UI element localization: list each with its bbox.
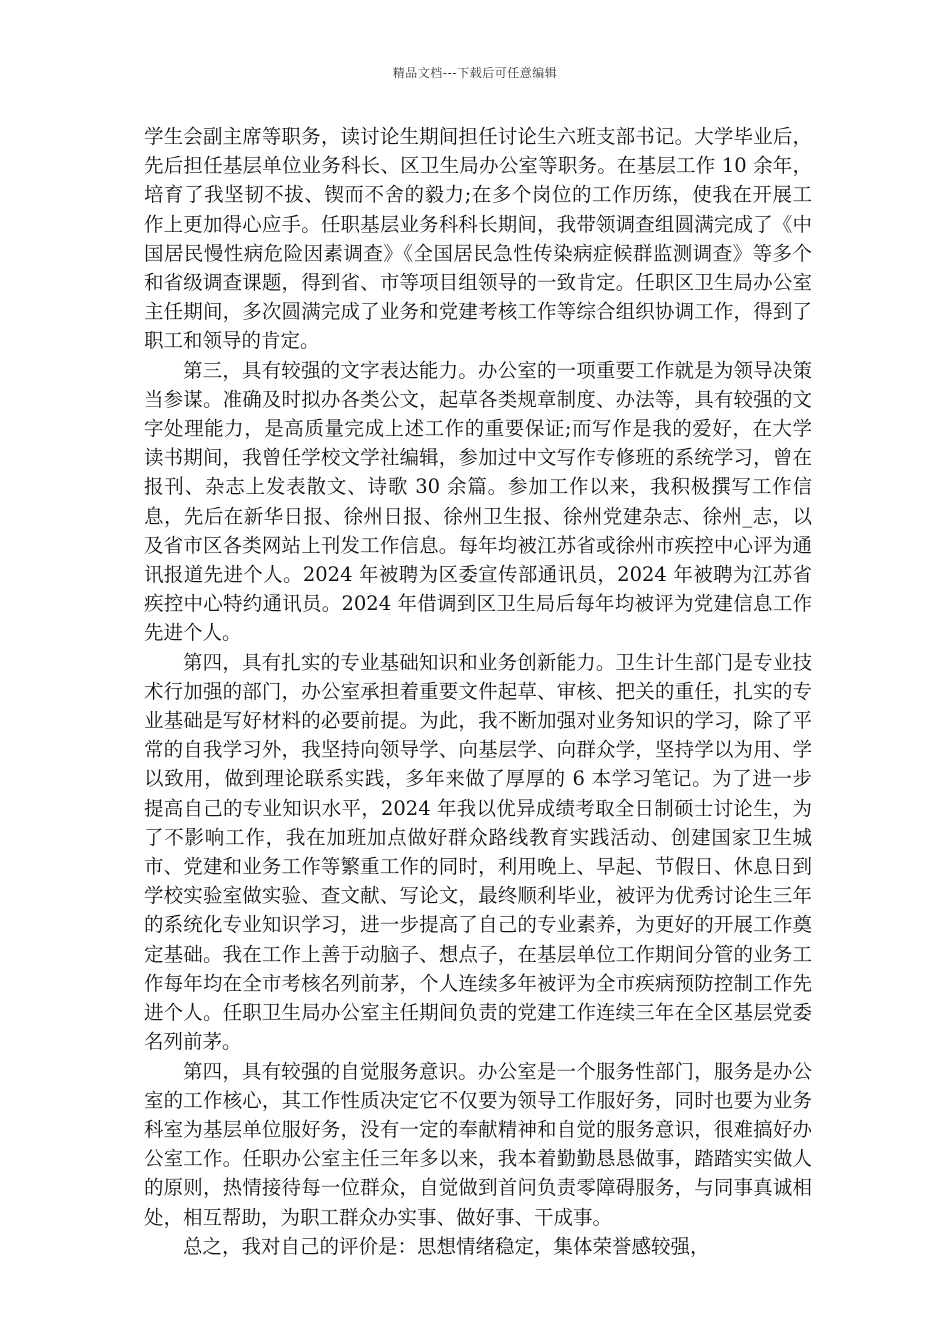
paragraph-education-experience: 学生会副主席等职务，读讨论生期间担任讨论生六班支部书记。大学毕业后，先后担任基层单位业务科长、区卫生局办公室等职务。在基层工作 10 余年，培育了我坚韧不拔、锲而不舍的毅力;在多个岗位的工作历练，使我在开展工作上更加得心应手。任职基层业务科科长期间，我带领调查组圆满完成了《中国居民慢性病危险因素调查》《全国居民急性传染病症候群监测调查》等多个和省级调查课题，得到省、市等项目组领导的一致肯定。任职区卫生局办公室主任期间，多次圆满完成了业务和党建考核工作等综合组织协调工作，得到了职工和领导的肯定。 (144, 125, 812, 353)
paragraph-service-awareness: 第四，具有较强的自觉服务意识。办公室是一个服务性部门，服务是办公室的工作核心，其工作性质决定它不仅要为领导工作服好务，同时也要为业务科室为基层单位服好务，没有一定的奉献精神和自觉的服务意识，很难搞好办公室工作。任职办公室主任三年多以来，我本着勤勤恳恳做事，踏踏实实做人的原则，热情接待每一位群众，自觉做到首问负责零障碍服务，与同事真诚相处，相互帮助，为职工群众办实事、做好事、干成事。 (144, 1059, 812, 1229)
paragraph-writing-ability: 第三，具有较强的文字表达能力。办公室的一项重要工作就是为领导决策当参谋。准确及时拟办各类公文，起草各类规章制度、办法等，具有较强的文字处理能力，是高质量完成上述工作的重要保证;而写作是我的爱好，在大学读书期间，我曾任学校文学社编辑，参加过中文写作专修班的系统学习，曾在报刊、杂志上发表散文、诗歌 30 余篇。参加工作以来，我积极撰写工作信息，先后在新华日报、徐州日报、徐州卫生报、徐州党建杂志、徐州_志，以及省市区各类网站上刊发工作信息。每年均被江苏省或徐州市疾控中心评为通讯报道先进个人。2024 年被聘为区委宣传部通讯员，2024 年被聘为江苏省疾控中心特约通讯员。2024 年借调到区卫生局后每年均被评为党建信息工作先进个人。 (144, 358, 812, 645)
paragraph-summary: 总之，我对自己的评价是：思想情绪稳定，集体荣誉感较强， (183, 1234, 710, 1258)
paragraph-professional-knowledge: 第四，具有扎实的专业基础知识和业务创新能力。卫生计生部门是专业技术行加强的部门，办公室承担着重要文件起草、审核、把关的重任，扎实的专业基础是写好材料的必要前提。为此，我不断加强对业务知识的学习，除了平常的自我学习外，我坚持向领导学、向基层学、向群众学，坚持学以为用、学以致用，做到理论联系实践，多年来做了厚厚的 6 本学习笔记。为了进一步提高自己的专业知识水平，2024 年我以优异成绩考取全日制硕士讨论生，为了不影响工作，我在加班加点做好群众路线教育实践活动、创建国家卫生城市、党建和业务工作等繁重工作的同时，利用晚上、早起、节假日、休息日到学校实验室做实验、查文献、写论文，最终顺利毕业，被评为优秀讨论生三年的系统化专业知识学习，进一步提高了自己的专业素养，为更好的开展工作奠定基础。我在工作上善于动脑子、想点子，在基层单位工作期间分管的业务工作每年均在全市考核名列前茅，个人连续多年被评为全市疾病预防控制工作先进个人。任职卫生局办公室主任期间负责的党建工作连续三年在全区基层党委名列前茅。 (144, 650, 812, 1054)
document-body (144, 122, 812, 1261)
page-header: 精品文档---下载后可任意编辑 (392, 66, 558, 80)
